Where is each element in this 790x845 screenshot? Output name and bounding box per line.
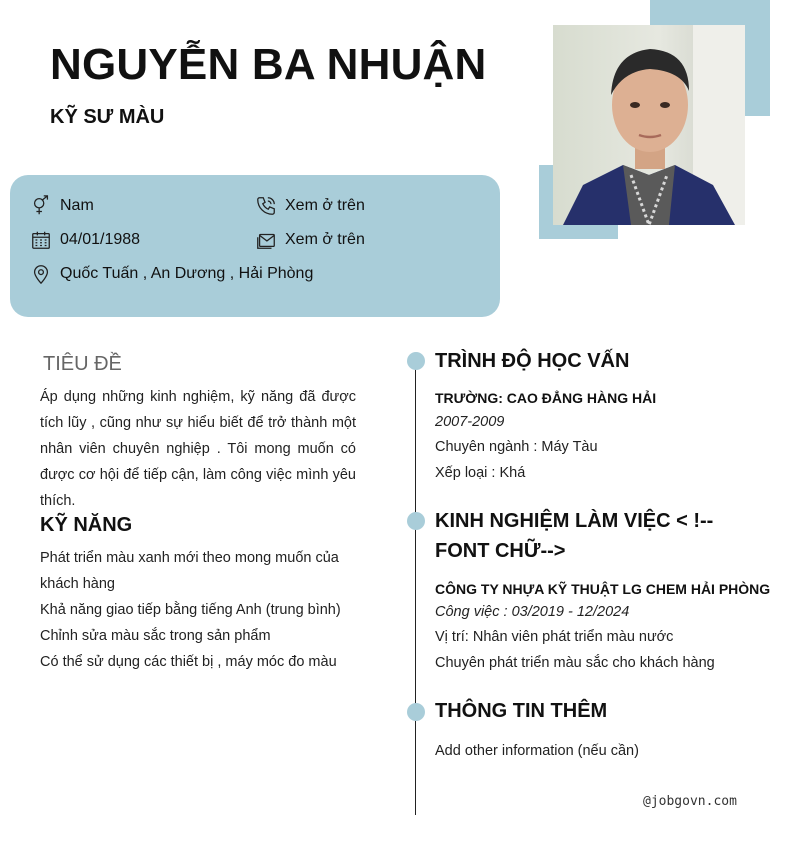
- skill-item: Phát triển màu xanh mới theo mong muốn của khách hàng: [40, 550, 339, 592]
- phone-row: [255, 195, 365, 217]
- experience-position: Vị trí: Nhân viên phát triển màu nước: [435, 629, 674, 645]
- email-row: [255, 229, 365, 251]
- education-title: TRÌNH ĐỘ HỌC VẤN: [435, 350, 630, 372]
- footer-watermark: @jobgovn.com: [643, 794, 737, 809]
- gender-value: Nam: [60, 197, 94, 214]
- skill-item: Chỉnh sửa màu sắc trong sản phẩm: [40, 628, 271, 644]
- location-pin-icon: [30, 263, 52, 285]
- skills-list: [40, 545, 360, 675]
- additional-title: THÔNG TIN THÊM: [435, 700, 608, 722]
- skill-item: Khả năng giao tiếp bằng tiếng Anh (trung bình): [40, 602, 341, 618]
- timeline-dot-education: [407, 352, 425, 370]
- job-title: KỸ SƯ MÀU: [50, 106, 165, 128]
- additional-text: Add other information (nếu cần): [435, 743, 639, 759]
- education-school: TRƯỜNG: CAO ĐẲNG HÀNG HẢI: [435, 390, 657, 406]
- birthdate-value: 04/01/1988: [60, 231, 141, 248]
- gender-row: [30, 195, 94, 217]
- education-major: Chuyên ngành : Máy Tàu: [435, 439, 598, 455]
- education-grade: Xếp loại : Khá: [435, 465, 526, 481]
- calendar-icon: [30, 229, 52, 251]
- objective-text: Áp dụng những kinh nghiệm, kỹ năng đã được tích lũy , cũng như sự hiểu biết để trở thành một nhân viên chuyên nghiệp . Tôi mong muốn có được cơ hội để tiếp cận, làm công việc mình yêu thích.: [40, 389, 356, 509]
- experience-description: Chuyên phát triển màu sắc cho khách hàng: [435, 655, 715, 671]
- birthdate-row: [30, 229, 140, 251]
- experience-title-line2: FONT CHỮ-->: [435, 540, 566, 562]
- experience-period: Công việc : 03/2019 - 12/2024: [435, 604, 630, 620]
- experience-company: CÔNG TY NHỰA KỸ THUẬT LG CHEM HẢI PHÒNG: [435, 581, 771, 597]
- candidate-name: NGUYỄN BA NHUẬN: [50, 40, 487, 89]
- phone-icon: [255, 195, 277, 217]
- timeline-line: [415, 361, 416, 815]
- skills-title: KỸ NĂNG: [40, 514, 133, 536]
- profile-photo: [553, 25, 745, 225]
- phone-value: Xem ở trên: [285, 197, 365, 214]
- personal-info-panel: [10, 175, 500, 317]
- skill-item: Có thể sử dụng các thiết bị , máy móc đo màu: [40, 654, 337, 670]
- address-row: [30, 263, 313, 285]
- email-value: Xem ở trên: [285, 231, 365, 248]
- timeline-dot-experience: [407, 512, 425, 530]
- objective-title: TIÊU ĐỀ: [43, 353, 122, 375]
- experience-title-line1: KINH NGHIỆM LÀM VIỆC < !--: [435, 510, 714, 532]
- address-value: Quốc Tuấn , An Dương , Hải Phòng: [60, 265, 314, 282]
- profile-photo-image: [553, 25, 745, 225]
- timeline-dot-additional: [407, 703, 425, 721]
- education-period: 2007-2009: [435, 414, 505, 430]
- gender-icon: [30, 195, 52, 217]
- mail-icon: [255, 229, 277, 251]
